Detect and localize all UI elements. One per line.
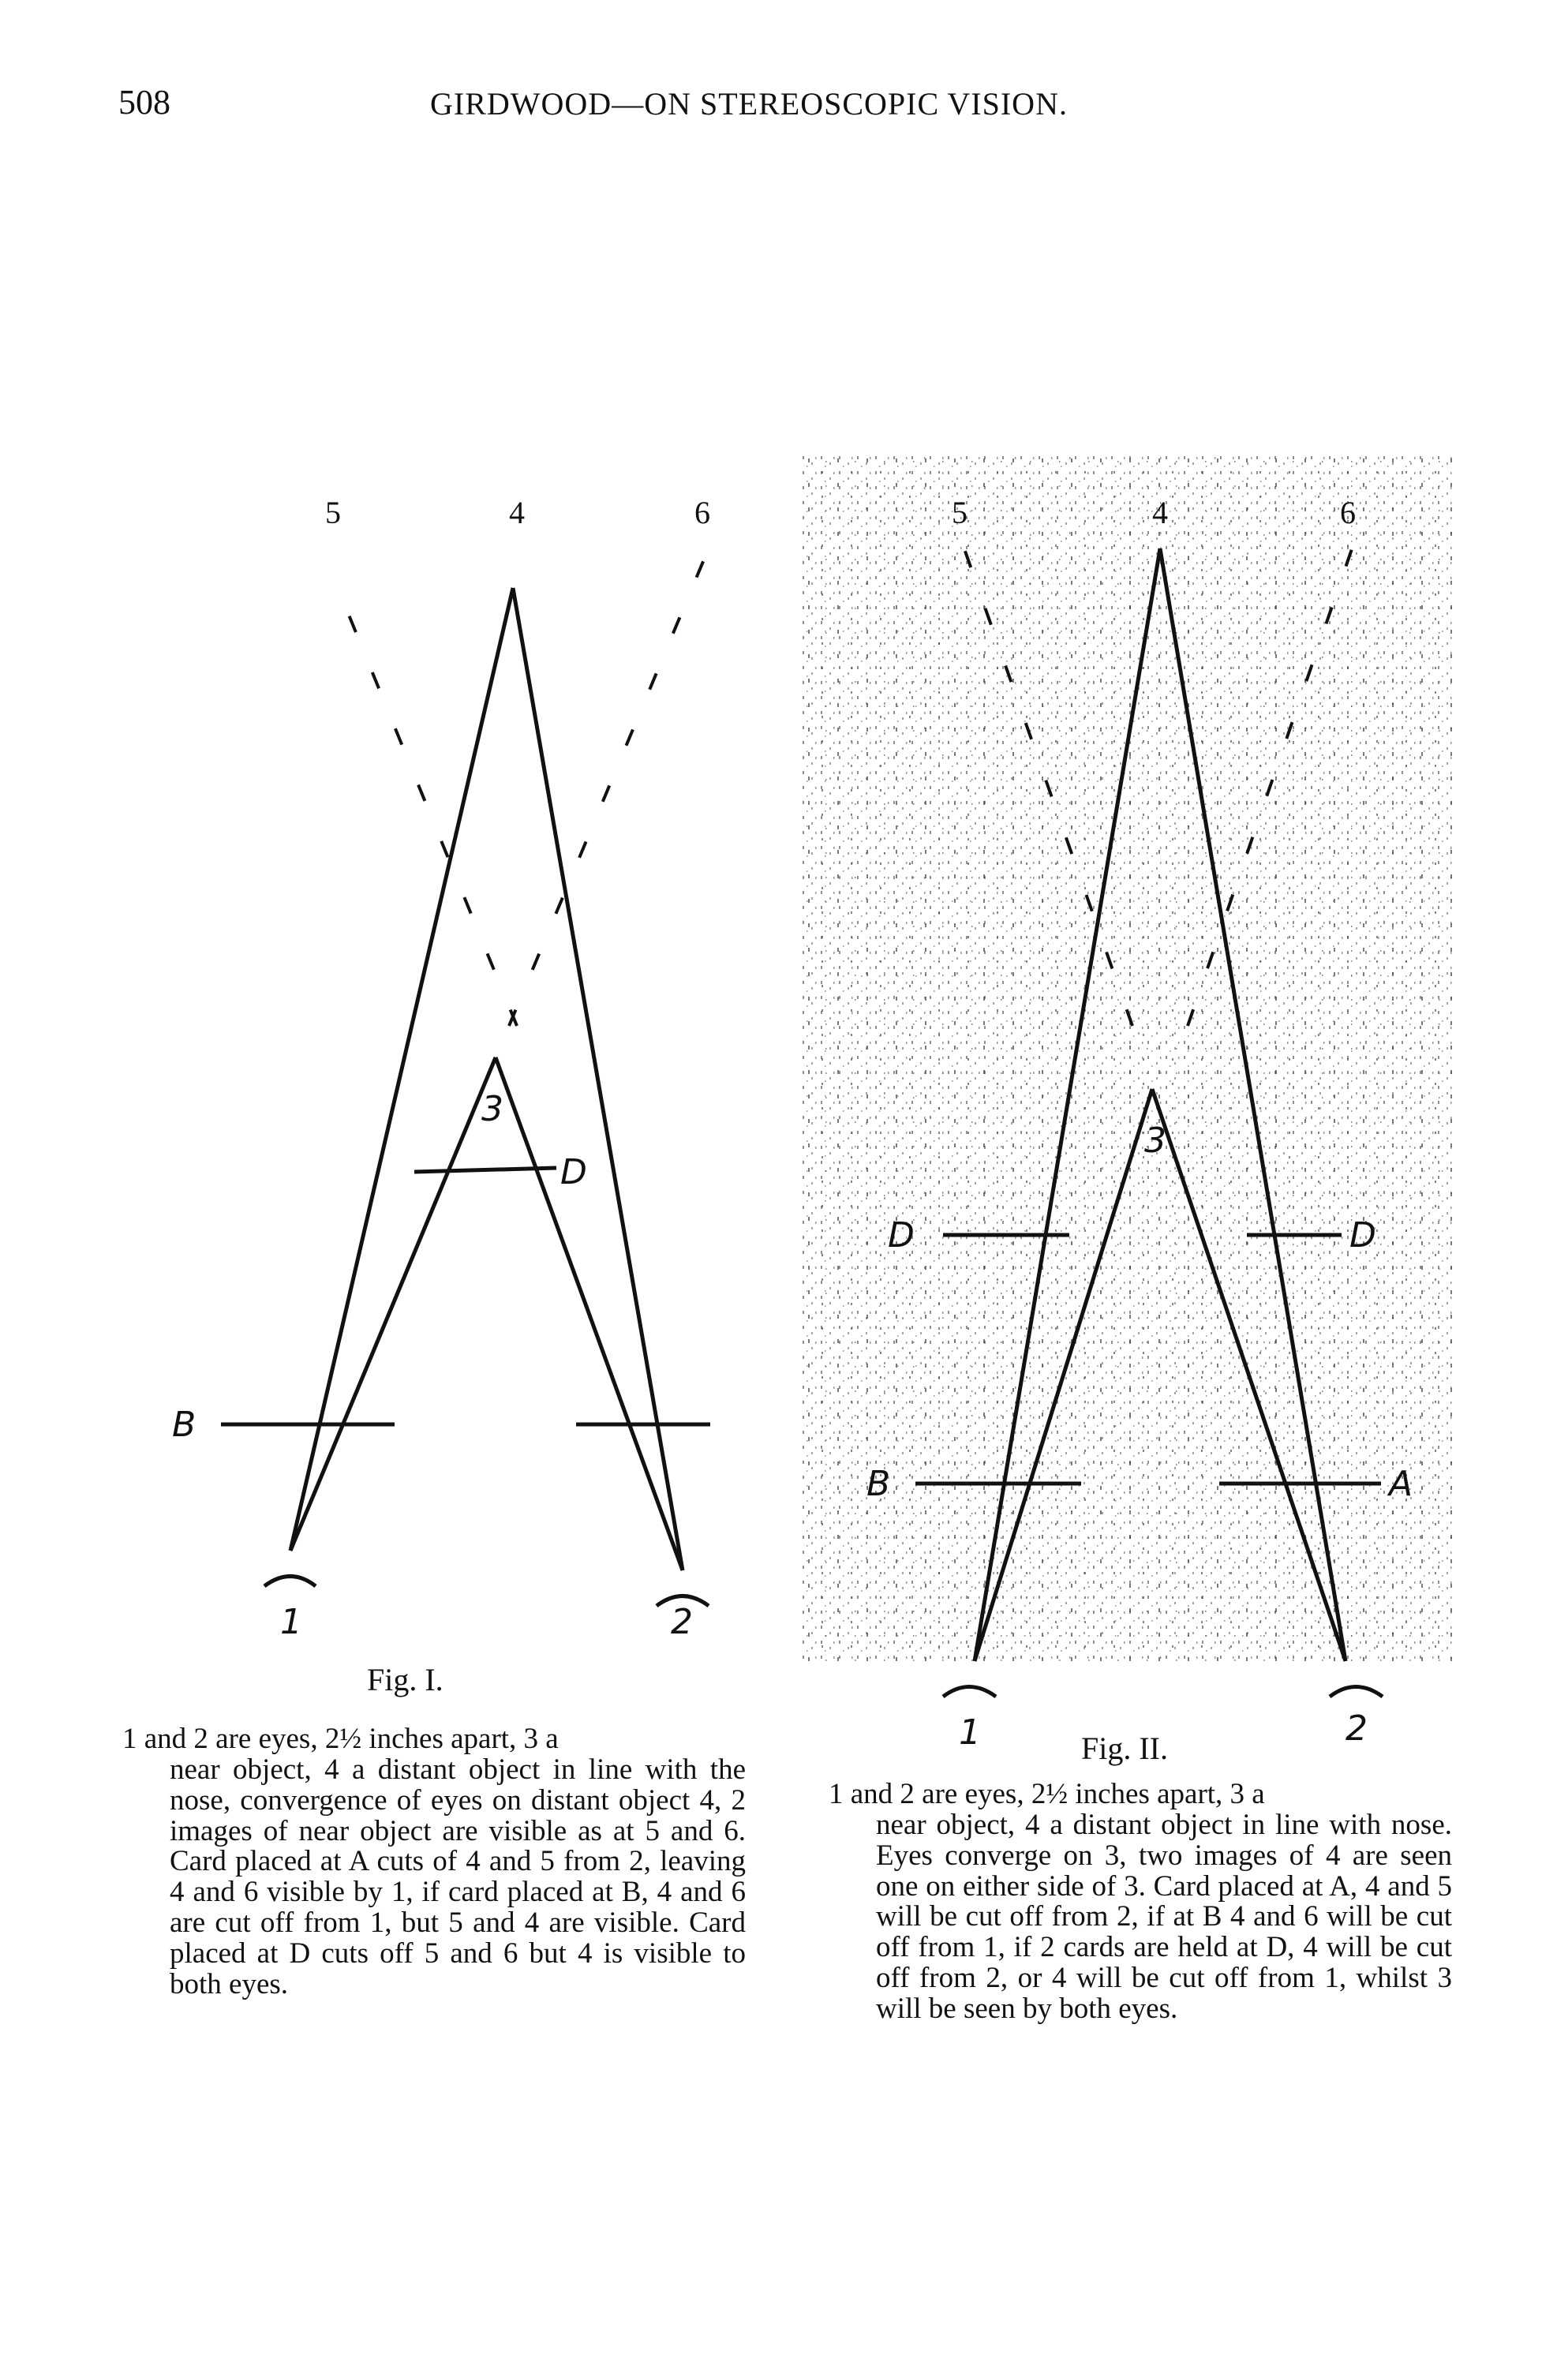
fig2-eye-2-arc <box>1330 1687 1383 1697</box>
fig1-label-4: 4 <box>509 495 525 530</box>
fig1-eye-1-arc <box>264 1577 316 1587</box>
fig2-label-4: 4 <box>1152 495 1168 530</box>
running-title: GIRDWOOD—ON STEREOSCOPIC VISION. <box>430 86 1068 122</box>
fig1-caption-lead: 1 and 2 are eyes, 2½ inches apart, 3 a <box>122 1723 559 1755</box>
fig2-label-d-right: D <box>1349 1215 1376 1255</box>
figure-1-labels <box>172 495 710 1642</box>
fig1-label-6: 6 <box>694 495 710 530</box>
fig2-sightline-2-to-4 <box>1160 548 1346 1661</box>
fig1-label-b: B <box>172 1405 196 1445</box>
fig2-sightline-1-to-3 <box>975 1089 1152 1661</box>
fig1-caption-rest: near object, 4 a distant object in line with the nose, convergence of eyes on distant object 4, 2 images of near object are visible as at 5 and 6. Card placed at A cuts of 4 and 5 from 2, leaving 4 and 6 visible by 1, if card placed at B, 4 and 6 are cut off from 1, but 5 and 4 are visible. Card placed at D cuts off 5 and 6 but 4 is visible to both eyes. <box>170 1753 746 2000</box>
fig2-caption-lead: 1 and 2 are eyes, 2½ inches apart, 3 a <box>829 1778 1265 1810</box>
fig2-caption <box>829 1779 1452 2025</box>
fig2-label-5: 5 <box>952 495 967 530</box>
fig1-sightline-1-to-4 <box>290 588 513 1551</box>
fig2-label-3: 3 <box>1144 1121 1166 1161</box>
fig1-dashed-to-6 <box>509 544 710 1026</box>
page-number: 508 <box>118 83 170 122</box>
fig1-title: Fig. I. <box>367 1662 444 1697</box>
fig1-caption <box>122 1724 746 2000</box>
fig2-eye-1-arc <box>943 1687 996 1697</box>
fig2-label-b: B <box>866 1464 891 1504</box>
fig1-label-3: 3 <box>481 1089 503 1129</box>
fig2-label-eye-1: 1 <box>959 1712 981 1753</box>
fig2-label-6: 6 <box>1340 495 1356 530</box>
fig2-title: Fig. II. <box>1081 1731 1168 1766</box>
fig1-sightline-2-to-3 <box>496 1057 683 1570</box>
fig1-sightline-1-to-3 <box>290 1057 496 1551</box>
fig1-label-eye-2: 2 <box>671 1602 693 1642</box>
fig2-dashed-to-5 <box>963 544 1132 1026</box>
figure-1-diagram <box>221 544 710 1606</box>
fig1-label-d: D <box>560 1152 587 1192</box>
fig2-caption-rest: near object, 4 a distant object in line with nose. Eyes converge on 3, two images of 4 are seen one on either side of 3. Card placed at A, 4 and 5 will be cut off from 2, if at B 4 and 6 will be cut off from 1, if 2 cards are held at D, 4 will be cut off from 2, or 4 will be cut off from 1, whilst 3 will be seen by both eyes. <box>876 1808 1452 2025</box>
fig2-sightline-2-to-3 <box>1152 1089 1346 1661</box>
fig2-label-a: A <box>1389 1464 1413 1504</box>
fig2-label-eye-2: 2 <box>1346 1708 1368 1749</box>
fig2-label-d-left: D <box>888 1215 915 1255</box>
fig2-dashed-to-6 <box>1188 544 1353 1026</box>
fig2-sightline-1-to-4 <box>975 548 1160 1661</box>
fig1-label-5: 5 <box>325 495 341 530</box>
fig1-label-eye-1: 1 <box>280 1602 302 1642</box>
